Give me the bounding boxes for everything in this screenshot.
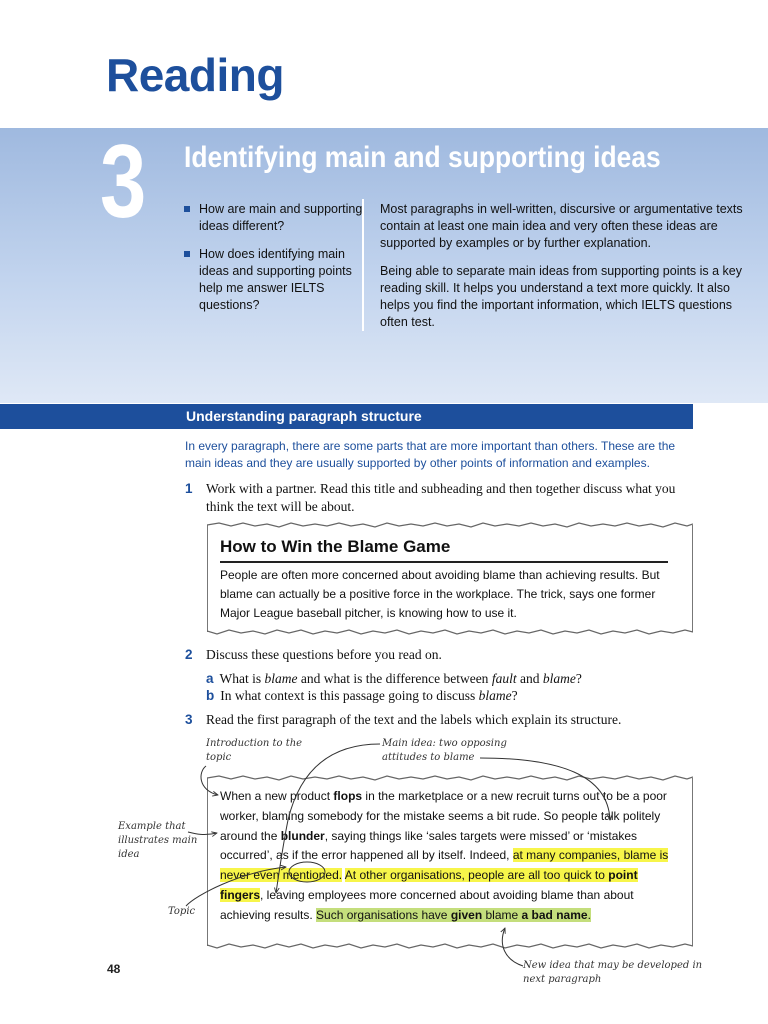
annotation-introduction: Introduction to the topic	[206, 738, 303, 763]
task-text: Read the first paragraph of the text and the labels which explain its structure.	[206, 712, 622, 727]
torn-edge-bottom	[207, 628, 693, 636]
paragraph-text: , saying things like ‘sales targets were missed’ or ‘mistakes occurred’, as if the error happened all by itself. Indeed,	[220, 828, 638, 863]
intro-paragraph: Most paragraphs in well-written, discursive or argumentative texts contain at least one main idea and very often these ideas are supported by examples or by further explanation.	[380, 202, 743, 250]
item-text: and what is the difference between	[297, 671, 492, 686]
question-text: How are main and supporting ideas different?	[199, 202, 363, 233]
paragraph-text: At other organisations, people are all too quick to	[344, 868, 609, 883]
bullet-square-icon	[184, 251, 190, 257]
unit-title: Identifying main and supporting ideas	[184, 141, 661, 174]
question-item	[184, 246, 364, 314]
new-idea-highlight	[316, 908, 591, 922]
article-title-card	[207, 525, 693, 632]
question-item	[184, 201, 364, 235]
paragraph-text: When a new product	[220, 789, 334, 803]
item-text-italic: blame	[478, 688, 512, 703]
heading-underline	[220, 561, 668, 563]
item-text-italic: blame	[264, 671, 298, 686]
item-letter: a	[206, 671, 214, 686]
task-2a	[206, 670, 582, 687]
column-divider	[362, 199, 364, 331]
torn-edge-top	[207, 521, 693, 529]
main-idea-highlight: at many companies, blame is never even mentioned.	[220, 848, 669, 883]
intro-paragraph: Being able to separate main ideas from supporting points is a key reading skill. It helps you understand a text more quickly. It also helps you find the important information, which IELTS questions often test.	[380, 264, 743, 329]
torn-edge-bottom	[207, 942, 693, 950]
annotation-example: Example that illustrates main idea	[118, 821, 198, 860]
torn-edge-top	[207, 774, 693, 782]
key-word: point fingers	[220, 868, 638, 902]
task-number: 3	[185, 712, 193, 727]
annotation-new-idea: New idea that may be developed in next paragraph	[523, 960, 703, 985]
key-word: given	[450, 907, 483, 922]
paragraph-text: blame	[485, 907, 522, 922]
item-text-italic: blame	[542, 671, 576, 686]
section-intro: In every paragraph, there are some parts that are more important than others. These are the main ideas and they are usually supported by other points of information and examples.	[185, 439, 676, 470]
paragraph-text: .	[587, 907, 591, 922]
key-word: flops	[333, 789, 363, 803]
task-3	[185, 711, 695, 729]
task-number: 2	[185, 647, 193, 662]
bullet-square-icon	[184, 206, 190, 212]
paragraph-text: Such organisations have	[316, 907, 451, 922]
task-1	[185, 480, 695, 516]
item-text-italic: fault	[491, 671, 517, 686]
paragraph-text: in the marketplace or a new recruit turns out to be a poor worker, blaming somebody for the mistake seems a bit rude. So people talk politely around the	[220, 789, 667, 843]
item-text: ?	[575, 671, 582, 686]
item-text: In what context is this passage going to discuss	[220, 688, 479, 703]
task-text: Work with a partner. Read this title and subheading and then together discuss what you think the text will be about.	[206, 481, 676, 514]
task-number: 1	[185, 481, 193, 496]
key-word: a bad name	[521, 907, 588, 922]
key-word: blunder	[280, 828, 325, 843]
item-text: What is	[219, 671, 265, 686]
item-letter: b	[206, 688, 215, 703]
section-title: Understanding paragraph structure	[186, 408, 422, 424]
unit-questions	[184, 201, 364, 325]
task-2b	[206, 687, 518, 704]
annotation-main-idea: Main idea: two opposing attitudes to blame	[382, 738, 507, 763]
paragraph-text: , leaving employees more concerned about avoiding blame than about achieving results.	[220, 887, 634, 922]
article-heading: How to Win the Blame Game	[220, 537, 451, 556]
page-number: 48	[107, 962, 121, 976]
item-text: ?	[511, 688, 518, 703]
annotated-paragraph	[220, 787, 670, 926]
task-2	[185, 646, 695, 664]
unit-number: 3	[100, 124, 147, 240]
task-text: Discuss these questions before you read on.	[206, 647, 442, 662]
item-text: and	[516, 671, 543, 686]
question-text: How does identifying main ideas and supporting points help me answer IELTS questions?	[199, 247, 352, 312]
annotation-topic: Topic	[168, 906, 196, 917]
unit-intro	[380, 201, 750, 342]
article-subheading: People are often more concerned about avoiding blame than achieving results. But blame can actually be a positive force in the workplace. The trick, says one former Major League baseball pitcher, is knowing how to use it.	[220, 568, 660, 620]
page-title: Reading	[106, 49, 284, 101]
paragraph-card	[207, 778, 693, 946]
